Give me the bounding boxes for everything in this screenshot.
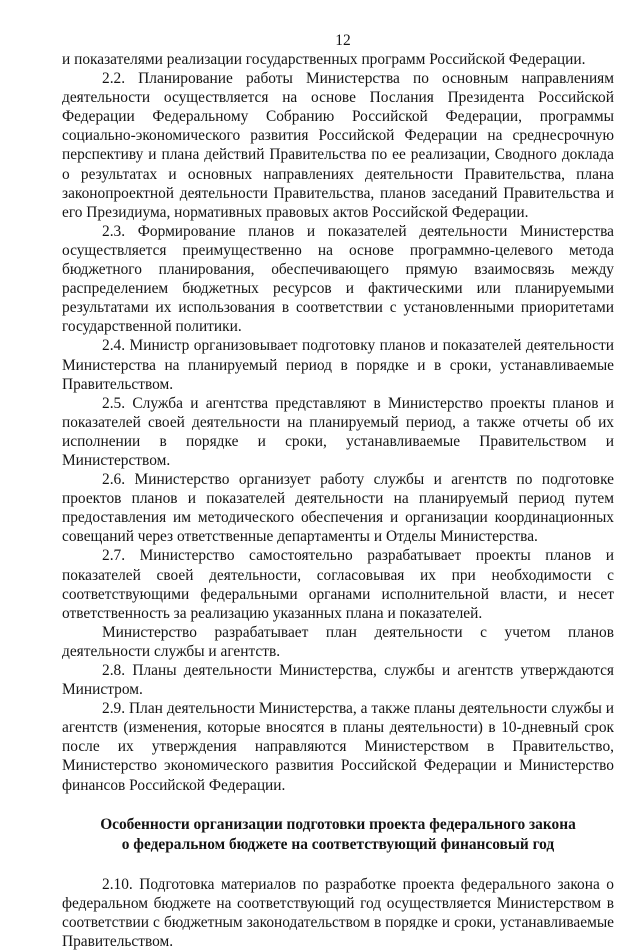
paragraph-ministry-plan: Министерство разрабатывает план деятельности с учетом планов деятельности службы и агентств. <box>62 623 614 660</box>
paragraph-2-2: 2.2. Планирование работы Министерства по основным направлениям деятельности осуществляется на основе Послания Президента Российской Федерации Федеральному Собранию Российской Федерации, программы социально-экономического развития Российской Федерации на среднесрочную перспективу и плана действий Правительства по ее реализации, Сводного доклада о результатах и основных направлениях деятельности Правительства, плана законопроектной деятельности Правительства, планов заседаний Правительства и его Президиума, нормативных правовых актов Российской Федерации. <box>62 70 614 221</box>
page-number: 12 <box>335 32 351 49</box>
paragraph-2-6: 2.6. Министерство организует работу службы и агентств по подготовке проектов планов и показателей деятельности на планируемый период путем предоставления им методического обеспечения и организации координационных совещаний через ответственные департаменты и Отделы Министерства. <box>62 471 614 546</box>
section-heading <box>62 815 614 855</box>
section-heading-line-2: о федеральном бюджете на соответствующий финансовый год <box>121 835 555 853</box>
paragraph-continuation: и показателями реализации государственных программ Российской Федерации. <box>62 51 586 68</box>
paragraph-2-10: 2.10. Подготовка материалов по разработке проекта федерального закона о федеральном бюджете на соответствующий год осуществляется Министерством в соответствии с бюджетным законодательством в порядке и сроки, устанавливаемые Правительством. <box>62 875 614 950</box>
paragraph-2-9: 2.9. План деятельности Министерства, а также планы деятельности службы и агентств (изменения, которые вносятся в планы деятельности) в 10-дневный срок после их утверждения направляются Министерством в Правительство, Министерство экономического развития Российской Федерации и Министерство финансов Российской Федерации. <box>62 700 614 794</box>
paragraph-2-8: 2.8. Планы деятельности Министерства, службы и агентств утверждаются Министром. <box>62 662 614 699</box>
paragraph-2-5: 2.5. Служба и агентства представляют в Министерство проекты планов и показателей своей деятельности на планируемый период, а также отчеты об их исполнении в порядке и сроки, устанавливаемые Правительством и Министерством. <box>62 394 614 469</box>
paragraph-2-3: 2.3. Формирование планов и показателей деятельности Министерства осуществляется преимущественно на основе программно-целевого метода бюджетного планирования, обеспечивающего прямую взаимосвязь между распределением бюджетных ресурсов и фактическими или планируемыми результатами их использования в соответствии с установленными приоритетами государственной политики. <box>62 222 614 336</box>
section-heading-line-1: Особенности организации подготовки проекта федерального закона <box>100 815 576 833</box>
paragraph-2-4: 2.4. Министр организовывает подготовку планов и показателей деятельности Министерства на планируемый период в порядке и в сроки, устанавливаемые Правительством. <box>62 337 614 393</box>
paragraph-2-7: 2.7. Министерство самостоятельно разрабатывает проекты планов и показателей своей деятельности, согласовывая их при необходимости с соответствующими федеральными органами исполнительной власти, и несет ответственность за реализацию указанных плана и показателей. <box>62 547 614 622</box>
